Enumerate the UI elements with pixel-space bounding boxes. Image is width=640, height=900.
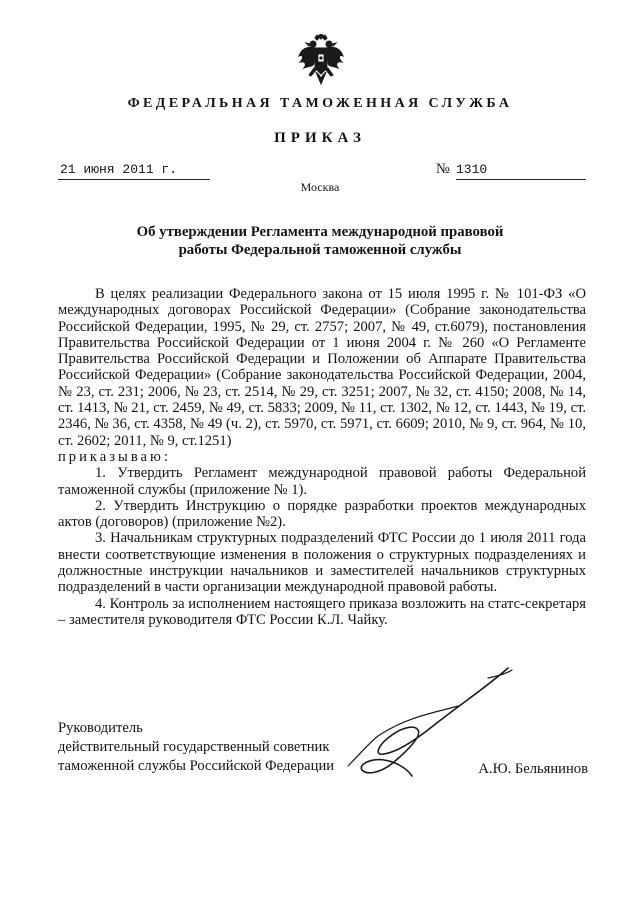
signatory-title-line: Руководитель	[58, 720, 143, 736]
document-type: ПРИКАЗ	[274, 130, 366, 146]
order-subject	[100, 223, 540, 259]
order-date: 21 июня 2011 г.	[58, 163, 210, 180]
order-body	[58, 286, 586, 628]
signatory-title	[58, 719, 334, 776]
number-value: 1310	[456, 163, 586, 180]
order-item: 2. Утвердить Инструкцию о порядке разработки проектов международных актов (договоров) (приложение №2).	[58, 497, 586, 531]
order-item: 1. Утвердить Регламент международной правовой работы Федеральной таможенной службы (приложение № 1).	[58, 465, 586, 498]
number-sign: №	[436, 161, 450, 177]
order-item: 4. Контроль за исполнением настоящего приказа возложить на статс-секретаря – заместителя руководителя ФТС России К.Л. Чайку.	[58, 595, 586, 628]
city: Москва	[300, 180, 340, 194]
preamble-paragraph: В целях реализации Федерального закона от 15 июля 1995 г. № 101-ФЗ «О международных договорах Российской Федерации» (Собрание законодательства Российской Федерации, 1995, № 29, ст. 2757; 2007, № 49, ст.6079), постановления Правительства Российской Федерации от 1 июня 2004 г. № 260 «О Регламенте Правительства Российской Федерации и Положении об Аппарате Правительства Российской Федерации» (Собрание законодательства Российской Федерации, 2004, № 23, ст. 231; 2006, № 23, ст. 2514, № 29, ст. 3251; 2007, № 32, ст. 4150; 2008, № 14, ст. 1413, № 21, ст. 2459, № 49, ст. 5833; 2009, № 11, ст. 1302, № 12, ст. 1443, № 19, ст. 2346, № 36, ст. 4358, № 49 (ч. 2), ст. 5970, ст. 5971, ст. 6609; 2010, № 9, ст. 964, № 10, ст. 2602; 2011, № 9, ст.1251)	[58, 286, 586, 449]
decree-word: приказываю:	[58, 448, 171, 465]
order-number	[436, 160, 586, 180]
signatory-name: А.Ю. Бельянинов	[478, 761, 588, 777]
signatory-title-line: действительный государственный советник	[58, 739, 330, 755]
agency-name: ФЕДЕРАЛЬНАЯ ТАМОЖЕННАЯ СЛУЖБА	[127, 96, 513, 111]
signatory-title-line: таможенной службы Российской Федерации	[58, 758, 335, 774]
subject-line-1: Об утверждении Регламента международной правовой	[136, 224, 504, 240]
subject-line-2: работы Федеральной таможенной службы	[178, 242, 462, 258]
double-headed-eagle-icon	[298, 34, 344, 88]
handwritten-signature	[338, 666, 538, 786]
order-item: 3. Начальникам структурных подразделений ФТС России до 1 июля 2011 года внести соответствующие изменения в положения о структурных подразделениях и должностные инструкции начальников и заместителей начальников структурных подразделений в части организации международной правовой работы.	[58, 530, 586, 596]
